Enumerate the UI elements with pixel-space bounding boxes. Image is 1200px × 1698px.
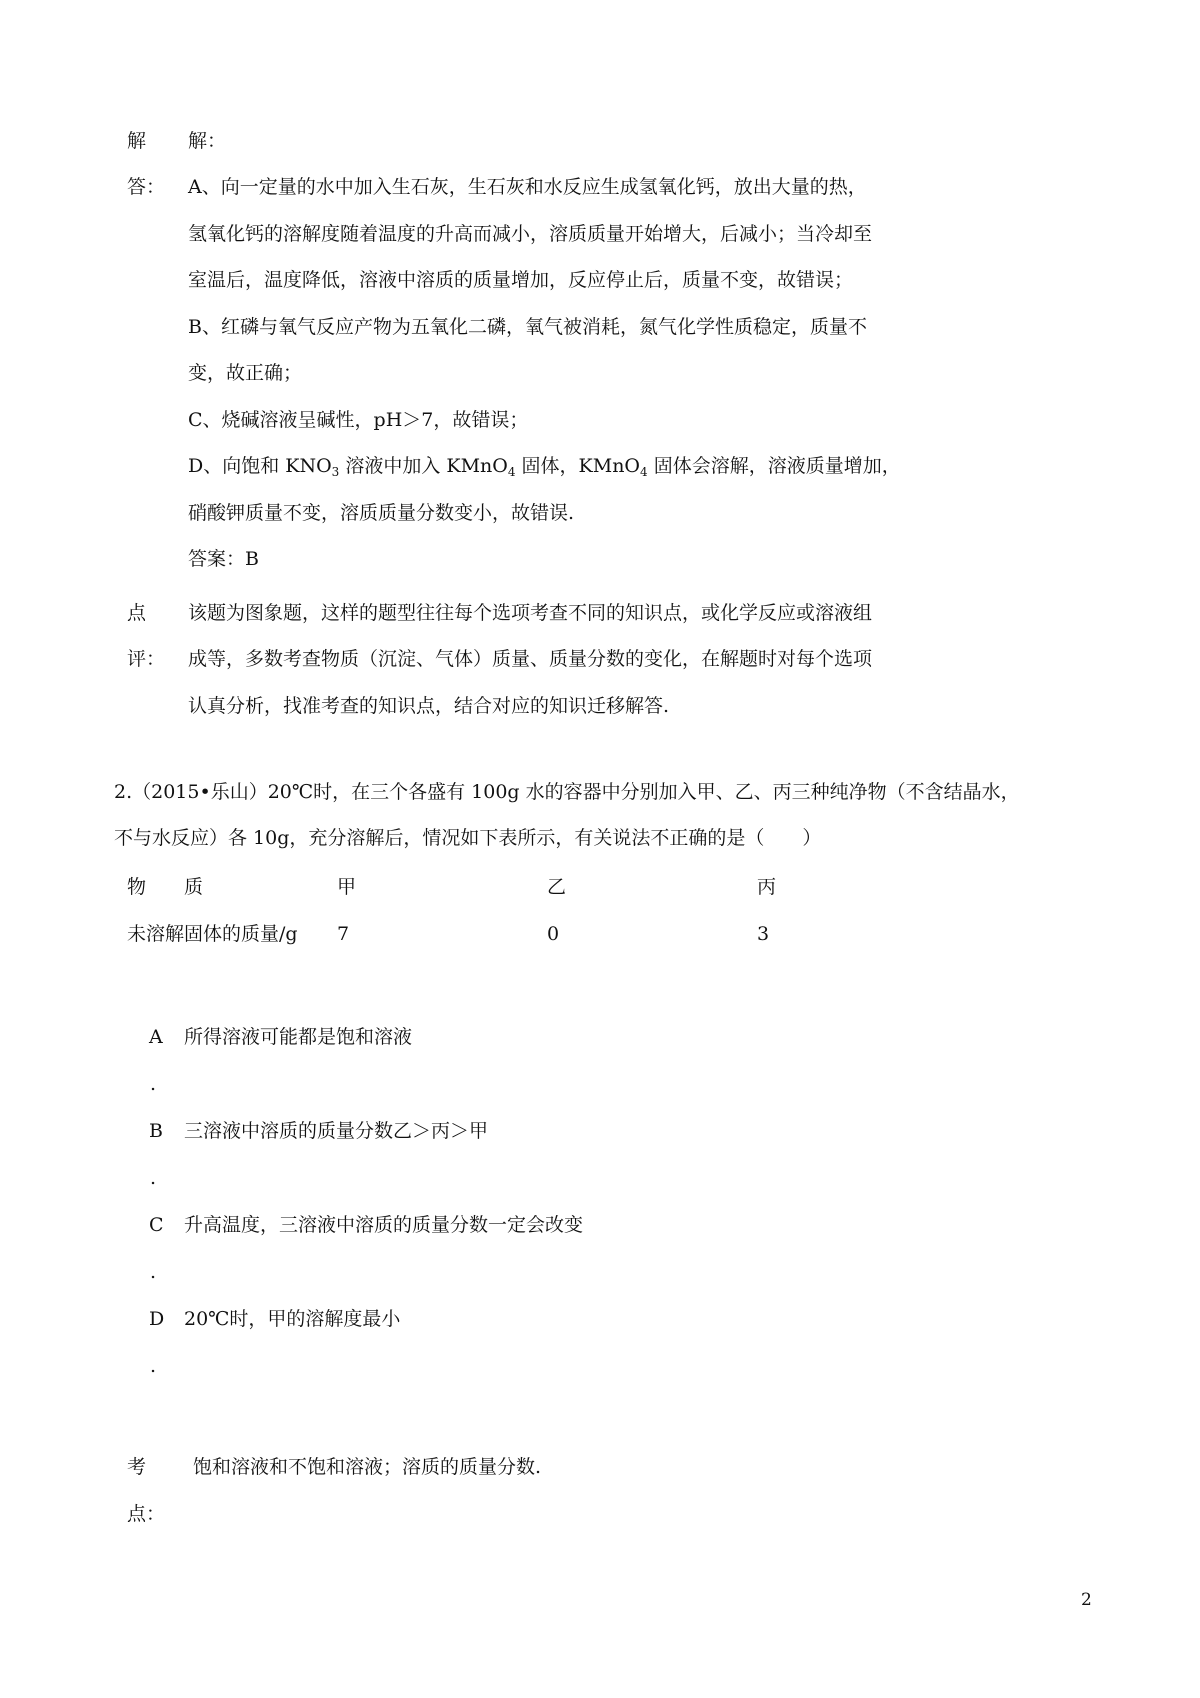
comment-line: 该题为图象题，这样的题型往往每个选项考查不同的知识点，或化学反应或溶液组: [188, 602, 873, 624]
solution-line: 硝酸钾质量不变，溶质质量分数变小，故错误.: [188, 502, 575, 524]
table-cell: 7: [337, 923, 350, 945]
page-number: 2: [1081, 1590, 1092, 1610]
solution-line: 解：: [188, 130, 227, 152]
solution-line: 变，故正确；: [188, 362, 303, 384]
option-text: 三溶液中溶质的质量分数乙＞丙＞甲: [184, 1120, 489, 1142]
kaodian-text: 饱和溶液和不饱和溶液；溶质的质量分数.: [193, 1456, 542, 1478]
question-line: 2.（2015•乐山）20℃时，在三个各盛有 100g 水的容器中分别加入甲、乙、丙三种纯净物（不含结晶水，: [114, 781, 1020, 803]
table-header-cell: 丙: [757, 876, 777, 898]
option-dot: .: [150, 1355, 157, 1377]
kaodian-label-1: 考: [127, 1456, 147, 1478]
option-letter: B: [149, 1120, 163, 1142]
comment-line: 成等，多数考查物质（沉淀、气体）质量、质量分数的变化，在解题时对每个选项: [188, 648, 873, 670]
solution-label-1: 解: [127, 130, 147, 152]
table-header-cell: 甲: [337, 876, 357, 898]
option-text: 升高温度，三溶液中溶质的质量分数一定会改变: [184, 1214, 584, 1236]
solution-line-d: D、向饱和 $KNO_3$ 溶液中加入 KMnO$_4$ 固体，KMnO$_4$ 固体会溶解，溶液质量增加，: [188, 455, 901, 479]
comment-label-1: 点: [127, 602, 147, 624]
solution-line: 氢氧化钙的溶解度随着温度的升高而减小，溶质质量开始增大，后减小；当冷却至: [188, 223, 873, 245]
table-cell: 3: [757, 923, 770, 945]
solution-line: B、红磷与氧气反应产物为五氧化二磷，氧气被消耗，氮气化学性质稳定，质量不: [188, 316, 867, 338]
kaodian-label-2: 点：: [127, 1503, 166, 1525]
solution-line: 室温后，温度降低，溶液中溶质的质量增加，反应停止后，质量不变，故错误；: [188, 269, 854, 291]
solution-label-2: 答：: [127, 176, 166, 198]
option-dot: .: [150, 1261, 157, 1283]
option-text: 所得溶液可能都是饱和溶液: [184, 1026, 413, 1048]
option-letter: D: [149, 1308, 165, 1330]
solution-line: A、向一定量的水中加入生石灰，生石灰和水反应生成氢氧化钙，放出大量的热，: [188, 176, 867, 198]
option-dot: .: [150, 1167, 157, 1189]
comment-line: 认真分析，找准考查的知识点，结合对应的知识迁移解答.: [188, 695, 670, 717]
question-line: 不与水反应）各 10g，充分溶解后，情况如下表所示，有关说法不正确的是（ ）: [114, 827, 822, 849]
table-cell: 未溶解固体的质量/g: [127, 923, 298, 945]
comment-label-2: 评：: [127, 648, 166, 670]
solution-answer: 答案：B: [188, 548, 259, 570]
table-header-cell: 物 质: [127, 876, 204, 898]
option-text: 20℃时，甲的溶解度最小: [184, 1308, 401, 1330]
solution-line: C、烧碱溶液呈碱性，pH＞7，故错误；: [188, 409, 529, 431]
option-letter: A: [149, 1026, 163, 1048]
table-header-cell: 乙: [547, 876, 567, 898]
table-cell: 0: [547, 923, 560, 945]
option-dot: .: [150, 1073, 157, 1095]
option-letter: C: [149, 1214, 164, 1236]
